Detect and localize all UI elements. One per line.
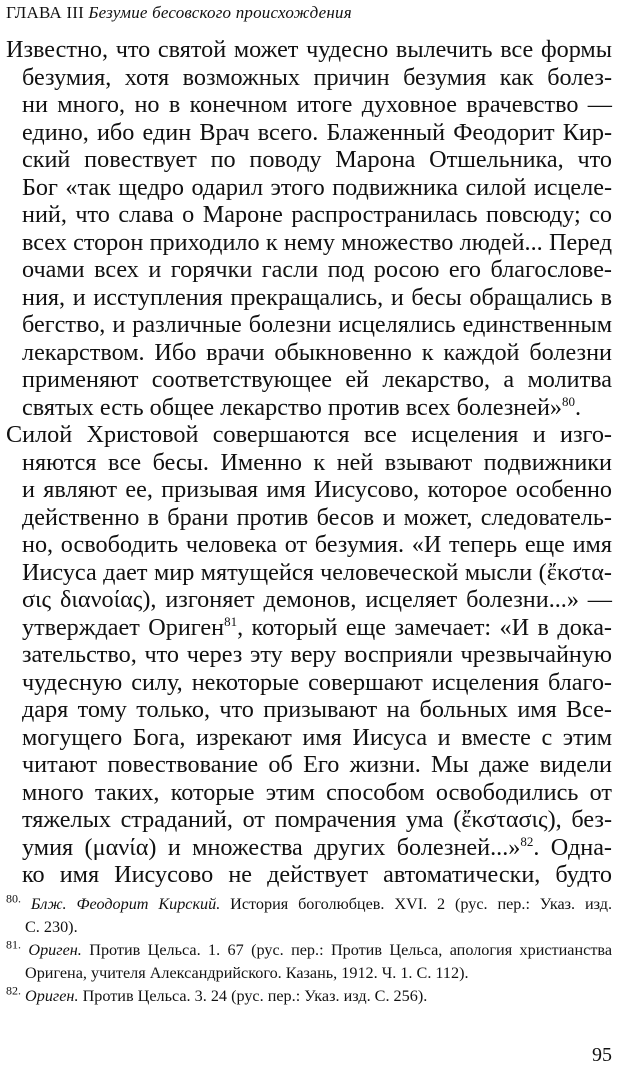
footnote-ref-81: 81 <box>224 613 238 629</box>
text-line: ни много, но в конечном итоге духовное врачевство — <box>22 91 612 118</box>
footnote-number: 81. <box>6 937 21 952</box>
text-line: Бог «так щедро одарил этого подвижника силой исцеле- <box>22 173 612 201</box>
text-segment: святых есть общее лекарство против всех болезней» <box>22 393 563 421</box>
text-segment: , который еще замечает: «И в дока- <box>237 613 612 641</box>
text-line: бегство, и различные болезни исцелялись единственным <box>22 311 612 338</box>
text-segment: . Одна- <box>533 833 612 861</box>
footnote-author: Ориген. <box>28 941 82 959</box>
chapter-label: ГЛАВА III <box>6 3 84 22</box>
text-line: ния, и исступления прекращались, и бесы обращались в <box>22 283 612 311</box>
text-line: действенно в брани против бесов и может, следователь- <box>22 503 612 531</box>
text-line: даря тому только, что призывают на больных имя Все- <box>22 696 612 723</box>
footnote-text: История боголюбцев. XVI. 2 (рус. пер.: Указ. изд. <box>230 895 613 913</box>
text-line: няются все бесы. Именно к ней взывают подвижники <box>22 448 612 476</box>
footnote-line: Оригена, учителя Александрийского. Казань, 1912. Ч. 1. С. 112). <box>25 964 469 982</box>
text-segment: умия (μανία) и множества других болезней...» <box>22 833 521 861</box>
body-text <box>6 36 612 889</box>
text-line <box>6 614 612 642</box>
text-line: едино, ибо един Врач всего. Блаженный Феодорит Кир- <box>22 118 612 146</box>
text-line: ко имя Иисусово не действует автоматически, будто <box>22 861 612 888</box>
footnotes <box>6 893 612 1008</box>
text-line: лекарством. Ибо врачи обыкновенно к каждой болезни <box>22 338 612 366</box>
text-line <box>6 834 612 862</box>
footnote-line: С. 230). <box>25 918 78 936</box>
text-line: зательство, что через эту веру восприяли чрезвычайную <box>22 641 612 668</box>
text-segment: утверждает Ориген <box>22 613 225 641</box>
text-line: очами всех и горячки гасли под росою его благослове- <box>22 256 612 283</box>
text-line: чудесную силу, некоторые совершают исцеления благо- <box>22 668 612 696</box>
footnote-ref-82: 82 <box>520 833 534 849</box>
text-line: тяжелых страданий, от помрачения ума (ἔκστασις), без- <box>22 806 612 833</box>
text-line: Иисуса дает мир мятущейся человеческой мысли (ἔκστα- <box>22 558 612 586</box>
text-line: всех сторон приходило к нему множество людей... Перед <box>22 228 612 256</box>
text-line: много таких, которые этим способом освободились от <box>22 778 612 806</box>
text-line: ский повествует по поводу Марона Отшельника, что <box>22 146 612 173</box>
text-line: но, освободить человека от безумия. «И теперь еще имя <box>22 531 612 558</box>
running-head <box>6 2 352 24</box>
footnote-line <box>6 985 612 1008</box>
footnote-line <box>6 939 612 962</box>
text-line: святых есть общее лекарство против всех болезней»$^{80}$. <box>22 393 582 421</box>
paragraph-2 <box>6 421 612 889</box>
footnote-author: Блж. Феодорит Кирский. <box>30 895 221 913</box>
footnote-80 <box>6 893 612 939</box>
text-line: применяют соответствующее ей лекарство, а молитва <box>22 366 612 393</box>
chapter-title: Безумие бесовского происхождения <box>88 3 352 22</box>
footnote-82 <box>6 985 612 1008</box>
footnote-ref-80: 80 <box>562 393 576 409</box>
text-line: Известно, что святой может чудесно вылечить все формы <box>6 36 612 63</box>
text-line: читают повествование об Его жизни. Мы даже видели <box>22 751 612 778</box>
text-line: безумия, хотя возможных причин безумия как болез- <box>22 63 612 91</box>
footnote-author: Ориген. <box>25 987 79 1005</box>
footnote-line <box>6 893 612 916</box>
page-number: 95 <box>592 1044 612 1066</box>
text-line: ний, что слава о Мароне распространилась повсюду; со <box>22 201 612 228</box>
text-line: могущего Бога, изрекают имя Иисуса и вместе с этим <box>22 723 612 751</box>
footnote-81 <box>6 939 612 985</box>
footnote-text: Против Цельса. 3. 24 (рус. пер.: Указ. изд. С. 256). <box>82 987 428 1005</box>
text-line: σις διανοίας), изгоняет демонов, исцеляет болезни...» — <box>22 586 612 613</box>
paragraph-1 <box>6 36 612 421</box>
text-line: и являют ее, призывая имя Иисусово, которое особенно <box>22 476 612 503</box>
footnote-number: 82. <box>6 983 21 998</box>
footnote-number: 80. <box>6 891 21 906</box>
text-line: Силой Христовой совершаются все исцеления и изго- <box>6 421 612 448</box>
footnote-text: Против Цельса. 1. 67 (рус. пер.: Против Цельса, апология христианства <box>89 941 613 959</box>
